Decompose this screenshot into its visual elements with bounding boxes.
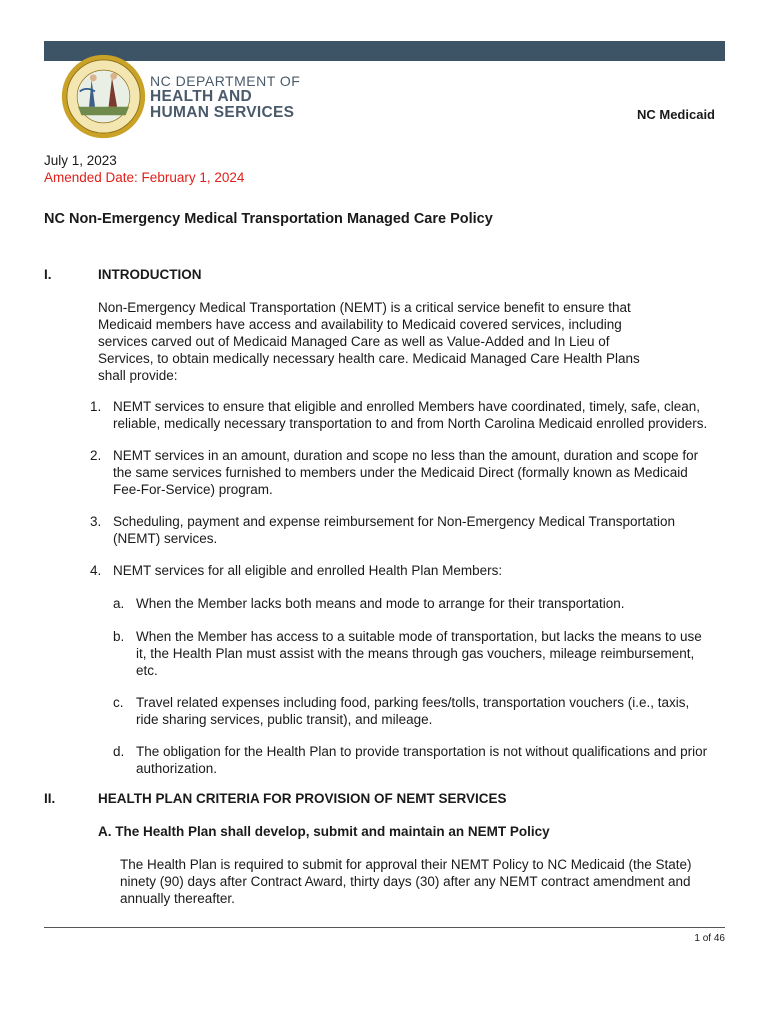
list-item: Scheduling, payment and expense reimbursement for Non-Emergency Medical Transportation (NEMT) services. [113, 514, 676, 546]
section2-subheading: A. The Health Plan shall develop, submit and maintain an NEMT Policy [98, 824, 550, 839]
list-item: NEMT services in an amount, duration and scope no less than the amount, duration and scope for the same services furnished to members under the Medicaid Direct (formally known as Medicaid Fee-For-Service) program. [113, 448, 699, 497]
logo-line2: HEALTH AND [150, 88, 253, 105]
section1-intro: Non-Emergency Medical Transportation (NEMT) is a critical service benefit to ensure that Medicaid members have access and availability to Medicaid covered services, including services carved out of Medicaid Managed Care as well as Value-Added and In Lieu of Services, to obtain medically necessary health care. Medicaid Managed Care Health Plans shall provide: [98, 300, 640, 383]
sub-item-letter: a. [113, 596, 125, 611]
document-title: NC Non-Emergency Medical Transportation Managed Care Policy [44, 211, 493, 227]
footer-divider [44, 927, 725, 928]
section2-heading: HEALTH PLAN CRITERIA FOR PROVISION OF NEMT SERVICES [98, 791, 507, 806]
section2-paragraph: The Health Plan is required to submit for approval their NEMT Policy to NC Medicaid (the State) ninety (90) days after Contract Award, thirty days (30) after any NEMT contract amendment and annually thereafter. [120, 857, 692, 906]
list-item-number: 2. [90, 448, 102, 463]
sub-item: When the Member lacks both means and mode to arrange for their transportation. [136, 596, 625, 611]
program-name: NC Medicaid [636, 107, 715, 122]
list-item-number: 1. [90, 399, 102, 414]
list-item: NEMT services to ensure that eligible and enrolled Members have coordinated, timely, safe, clean, reliable, medically necessary transportation to and from North Carolina Medicaid enrolled providers. [113, 399, 708, 431]
list-item-number: 4. [90, 563, 102, 578]
sub-item: The obligation for the Health Plan to provide transportation is not without qualifications and prior authorization. [136, 744, 708, 776]
original-date: July 1, 2023 [44, 153, 117, 168]
logo-line3: HUMAN SERVICES [150, 104, 295, 121]
amended-date: Amended Date: February 1, 2024 [44, 170, 245, 185]
sub-item: Travel related expenses including food, parking fees/tolls, transportation vouchers (i.e., taxis, ride sharing services, public transit), and mileage. [136, 695, 690, 727]
page-number: 1 of 46 [694, 933, 725, 944]
nc-state-seal-icon [61, 54, 146, 139]
list-item: NEMT services for all eligible and enrolled Health Plan Members: [113, 563, 503, 578]
list-item-number: 3. [90, 514, 102, 529]
sub-item: When the Member has access to a suitable mode of transportation, but lacks the means to use it, the Health Plan must assist with the means through gas vouchers, mileage reimbursement, etc. [136, 629, 702, 678]
sub-item-letter: b. [113, 629, 125, 644]
section1-heading: INTRODUCTION [98, 267, 202, 282]
section2-number: II. [44, 791, 56, 806]
logo-line1: NC DEPARTMENT OF [150, 73, 301, 89]
sub-item-letter: d. [113, 744, 125, 759]
section1-number: I. [44, 267, 52, 282]
header-bar [44, 41, 725, 61]
dhhs-logo-text [150, 73, 300, 121]
sub-item-letter: c. [113, 695, 124, 710]
